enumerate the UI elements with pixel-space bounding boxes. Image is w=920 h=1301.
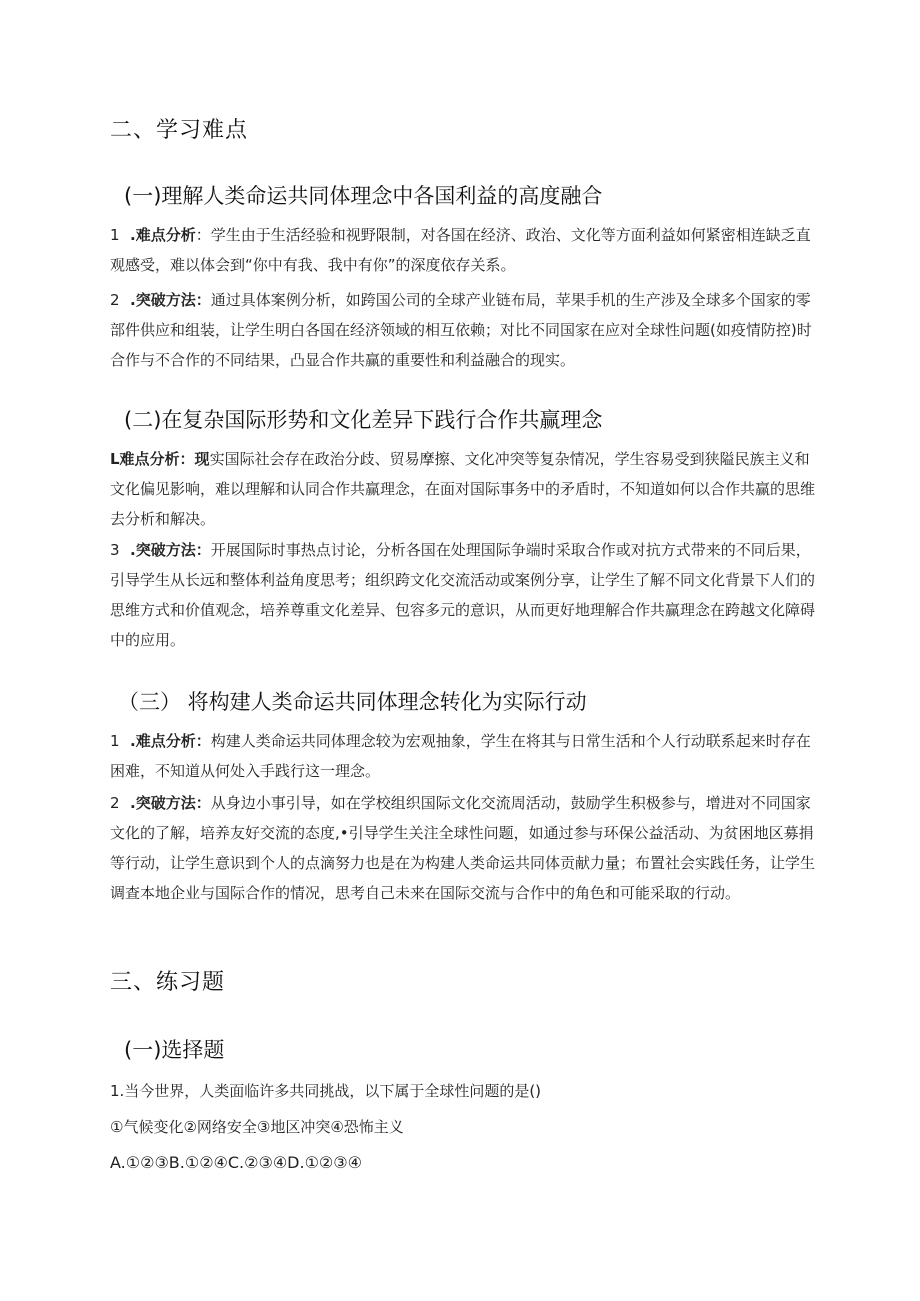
item-label: .难点分析 (130, 226, 196, 244)
item-number: 3 (110, 541, 120, 559)
item-text: ：学生由于生活经验和视野限制，对各国在经济、政治、文化等方面利益如何紧密相连缺乏直观感受，难以体会到“你中有我、我中有你”的深度依存关系。 (110, 226, 811, 274)
item-number: 2 (110, 794, 120, 812)
list-item (110, 444, 816, 534)
item-text: 构建人类命运共同体理念较为宏观抽象，学生在将其与日常生活和个人行动联系起来时存在困难，不知道从何处入手践行这一理念。 (110, 732, 811, 780)
item-text: 实国际社会存在政治分歧、贸易摩擦、文化冲突等复杂情况，学生容易受到狭隘民族主义和文化偏见影响，难以理解和认同合作共赢理念，在面对国际事务中的矛盾时，不知道如何以合作共赢的思维去分析和解决。 (110, 450, 816, 528)
item-label: .难点分析： (130, 732, 211, 750)
item-text: 开展国际时事热点讨论，分析各国在处理国际争端时采取合作或对抗方式带来的不同后果，引导学生从长远和整体利益角度思考；组织跨文化交流活动或案例分享，让学生了解不同文化背景下人们的思维方式和价值观念，培养尊重文化差异、包容多元的意识，从而更好地理解合作共赢理念在跨越文化障碍中的应用。 (110, 541, 816, 649)
section-heading-learning-difficulties: 二、学习难点 (110, 118, 249, 143)
subsection-heading-2: (二)在复杂国际形势和文化差异下践行合作共赢理念 (124, 408, 603, 432)
item-number: 2 (110, 291, 120, 309)
list-item (110, 535, 816, 655)
item-number: 1 (110, 732, 120, 750)
item-label: .突破方法： (130, 291, 211, 309)
item-text: 通过具体案例分析，如跨国公司的全球产业链布局，苹果手机的生产涉及全球多个国家的零部件供应和组装，让学生明白各国在经济领域的相互依赖；对比不同国家在应对全球性问题(如疫情防控)时合作与不合作的不同结果，凸显合作共赢的重要性和利益融合的现实。 (110, 291, 812, 369)
item-text: 从身边小事引导，如在学校组织国际文化交流周活动，鼓励学生积极参与，增进对不同国家文化的了解，培养友好交流的态度,•引导学生关注全球性问题，如通过参与环保公益活动、为贫困地区募捐等行动，让学生意识到个人的点滴努力也是在为构建人类命运共同体贡献力量；布置社会实践任务，让学生调查本地企业与国际合作的情况，思考自己未来在国际交流与合作中的角色和可能采取的行动。 (110, 794, 816, 902)
subsection-heading-3: （三） 将构建人类命运共同体理念转化为实际行动 (118, 690, 587, 714)
item-number: 1 (110, 226, 120, 244)
subsection-heading-choice: (一)选择题 (124, 1038, 225, 1062)
question-statements: ①气候变化②网络安全③地区冲突④恐怖主义 (110, 1118, 404, 1136)
list-item (110, 285, 816, 375)
item-label: L难点分析：现 (110, 450, 210, 468)
list-item (110, 220, 816, 280)
item-label: .突破方法： (130, 541, 211, 559)
subsection-heading-1: (一)理解人类命运共同体理念中各国利益的高度融合 (124, 184, 603, 208)
section-heading-exercises: 三、练习题 (110, 970, 226, 995)
list-item (110, 788, 816, 908)
item-label: .突破方法： (130, 794, 211, 812)
list-item (110, 726, 816, 786)
question-text: 1.当今世界，人类面临许多共同挑战，以下属于全球性问题的是() (110, 1082, 542, 1100)
question-options: A.①②③B.①②④C.②③④D.①②③④ (110, 1153, 362, 1172)
